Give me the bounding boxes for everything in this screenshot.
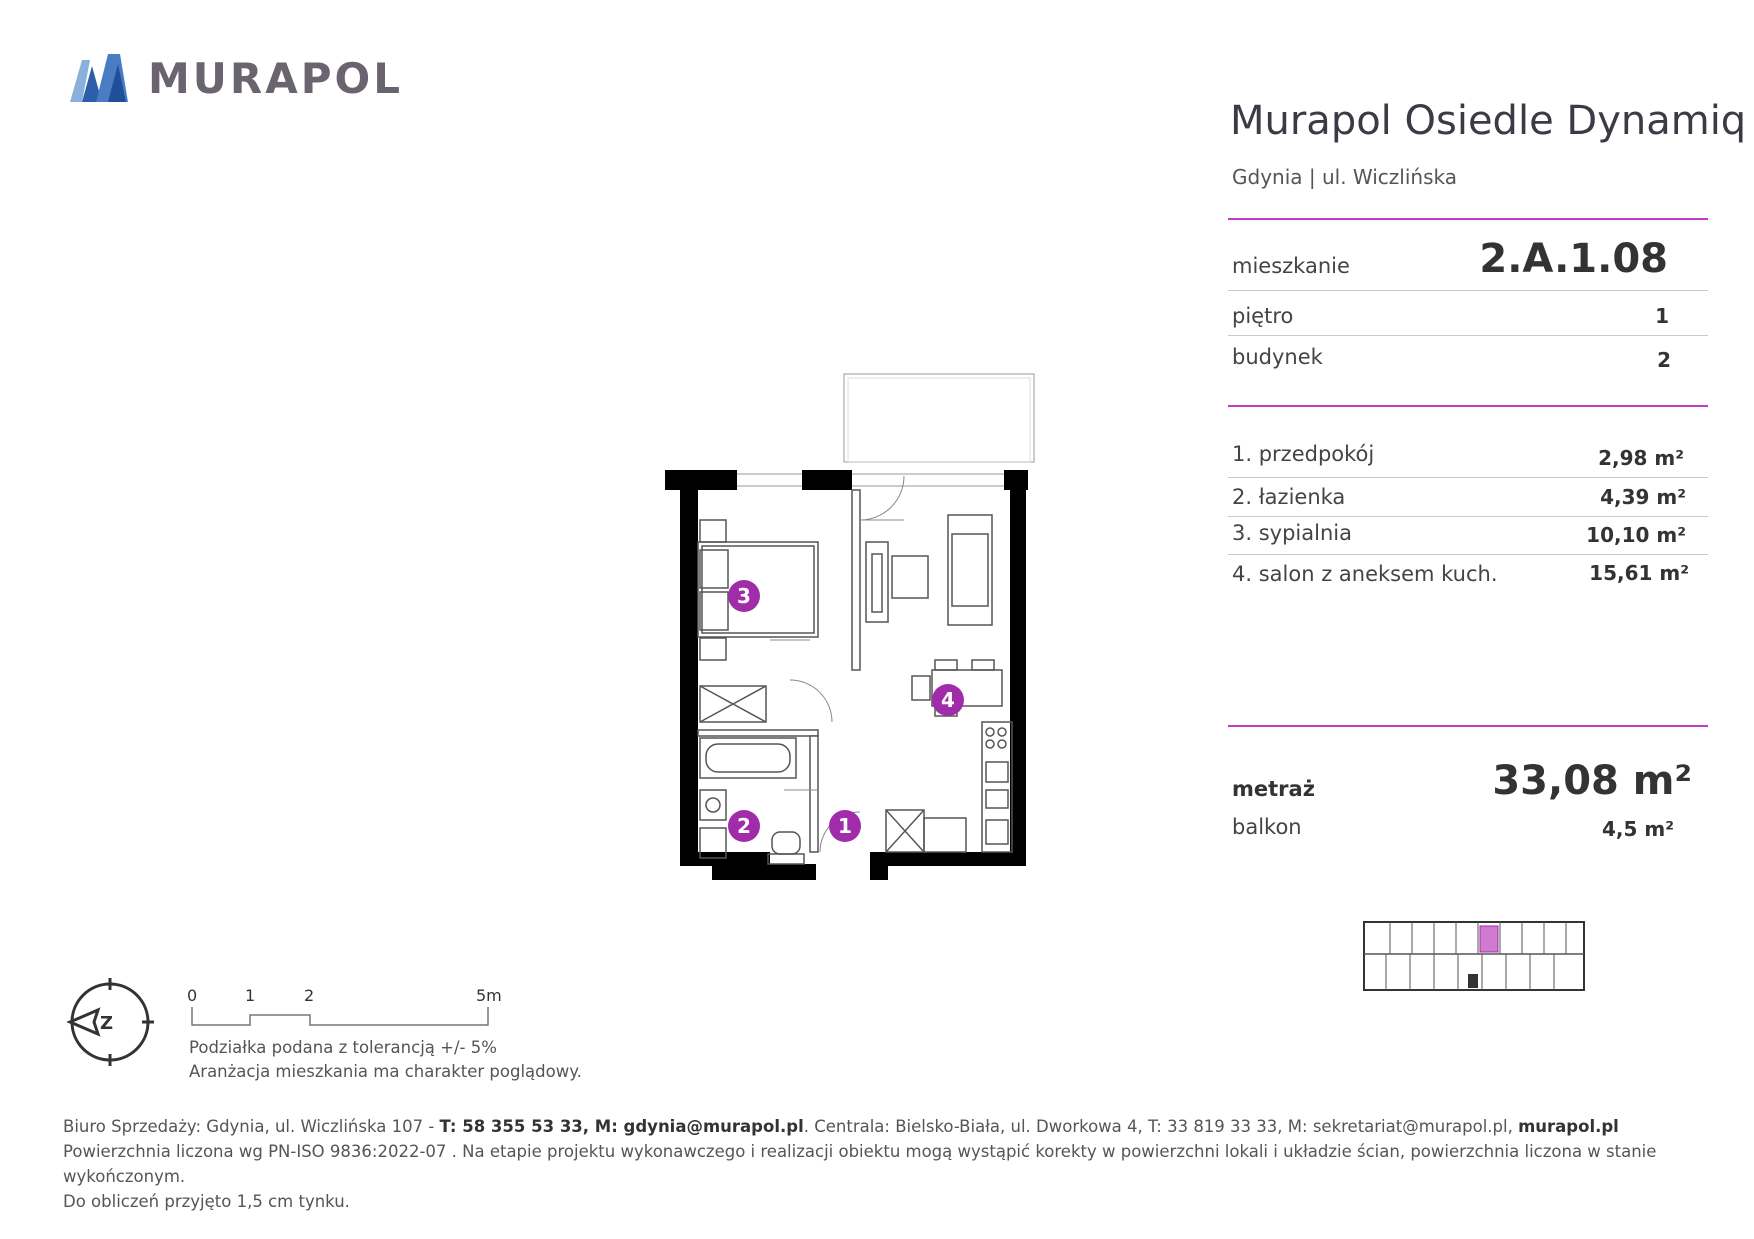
scale-label: 2 <box>304 986 315 1005</box>
tolerance-note: Podziałka podana z tolerancją +/- 5% <box>189 1038 497 1057</box>
project-address: Gdynia | ul. Wiczlińska <box>1232 165 1457 189</box>
scale-label: 1 <box>245 986 256 1005</box>
footer-line-3: Do obliczeń przyjęto 1,5 cm tynku. <box>63 1192 350 1211</box>
room-marker-1: 1 <box>838 814 852 838</box>
website-link[interactable]: murapol.pl <box>1518 1117 1619 1136</box>
scale-label: 5m <box>476 986 502 1005</box>
divider <box>1228 477 1708 478</box>
room-area: 4,39 m² <box>1600 485 1686 509</box>
room-name: 1. przedpokój <box>1232 442 1375 466</box>
apartment-number: 2.A.1.08 <box>1479 236 1668 282</box>
compass-icon <box>64 976 156 1068</box>
floor-label: piętro <box>1232 304 1294 328</box>
floor-value: 1 <box>1655 304 1669 328</box>
footer <box>63 1114 1713 1214</box>
key-plan <box>1360 918 1590 998</box>
divider <box>1228 516 1708 517</box>
room-area: 2,98 m² <box>1598 446 1684 470</box>
room-name: 4. salon z aneksem kuch. <box>1232 562 1498 586</box>
divider <box>1228 290 1708 291</box>
room-marker-2: 2 <box>737 814 751 838</box>
floor-plan <box>660 370 1060 920</box>
divider <box>1228 218 1708 220</box>
svg-text:Z: Z <box>100 1013 114 1034</box>
apartment-label: mieszkanie <box>1232 254 1350 278</box>
divider <box>1228 554 1708 555</box>
building-value: 2 <box>1657 348 1671 372</box>
building-label: budynek <box>1232 345 1323 369</box>
scale-label: 0 <box>187 986 198 1005</box>
divider <box>1228 335 1708 336</box>
room-marker-4: 4 <box>941 688 955 712</box>
footer-line-1: Biuro Sprzedaży: Gdynia, ul. Wiczlińska 107 - T: 58 355 53 33, M: gdynia@murapol.pl. Centrala: Bielsko-Biała, ul. Dworkowa 4, T: 33 819 33 33, M: sekretariat@murapol.pl, murapol.pl <box>63 1117 1619 1136</box>
room-area: 15,61 m² <box>1589 561 1689 585</box>
divider <box>1228 725 1708 727</box>
room-area: 10,10 m² <box>1586 523 1686 547</box>
balcony-value: 4,5 m² <box>1602 817 1674 841</box>
room-name: 2. łazienka <box>1232 485 1346 509</box>
room-name: 3. sypialnia <box>1232 521 1352 545</box>
balcony-label: balkon <box>1232 815 1302 839</box>
scale-bar <box>186 1005 496 1037</box>
footer-line-2: Powierzchnia liczona wg PN-ISO 9836:2022-07 . Na etapie projektu wykonawczego i realizacji obiektu mogą wystąpić korekty w powierzchni lokali i układzie ścian, powierzchnia liczona w stanie wykończonym. <box>63 1142 1657 1186</box>
room-marker-3: 3 <box>737 584 751 608</box>
total-area-label: metraż <box>1232 777 1315 801</box>
divider <box>1228 405 1708 407</box>
brand-name: MURAPOL <box>148 54 403 103</box>
project-title: Murapol Osiedle Dynamiq <box>1230 98 1747 144</box>
arrangement-note: Aranżacja mieszkania ma charakter poglądowy. <box>189 1062 582 1081</box>
total-area-value: 33,08 m² <box>1492 758 1692 804</box>
